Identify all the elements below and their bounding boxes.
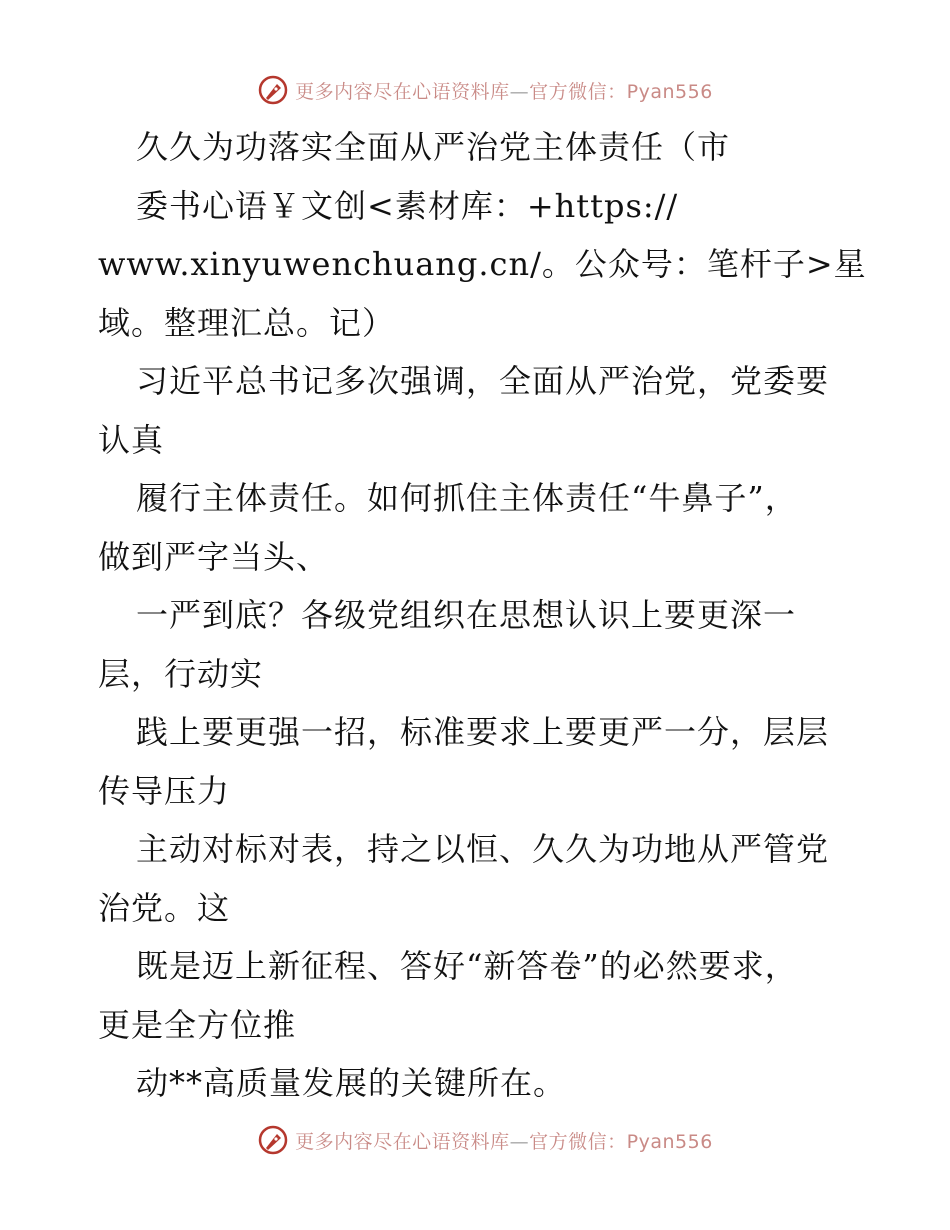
text-line: 习近平总书记多次强调，全面从严治党，党委要 <box>136 362 830 400</box>
pen-nib-circle-icon <box>257 1124 289 1156</box>
text-line: 治党。这 <box>98 888 231 927</box>
text-line: 一严到底？各级党组织在思想认识上要更深一 <box>136 596 797 634</box>
text-line: 层，行动实 <box>98 654 264 693</box>
text-line: 履行主体责任。如何抓住主体责任“牛鼻子”， <box>136 479 798 517</box>
text-line: www.xinyuwenchuang.cn/。公众号：笔杆子>星 <box>98 245 867 283</box>
header-banner <box>0 70 950 110</box>
text-line: 委书心语￥文创<素材库：+https:// <box>136 186 679 225</box>
text-line: 传导压力 <box>98 771 231 810</box>
footer-banner <box>0 1120 950 1160</box>
text-line: 域。整理汇总。记） <box>98 303 396 342</box>
text-line: 更是全方位推 <box>98 1005 297 1044</box>
banner-text: 更多内容尽在心语资料库—官方微信：Pyan556 <box>295 80 713 103</box>
text-line: 既是迈上新征程、答好“新答卷”的必然要求， <box>136 947 798 985</box>
text-line: 践上要更强一招，标准要求上要更严一分，层层 <box>136 713 830 751</box>
text-line: 主动对标对表，持之以恒、久久为功地从严管党 <box>136 830 830 868</box>
text-line: 认真 <box>98 420 165 459</box>
text-line: 动**高质量发展的关键所在。 <box>136 1064 567 1102</box>
text-line: 久久为功落实全面从严治党主体责任（市 <box>136 128 731 166</box>
pen-nib-circle-icon <box>257 74 289 106</box>
document-body <box>98 118 867 1113</box>
banner-text: 更多内容尽在心语资料库—官方微信：Pyan556 <box>295 1130 713 1153</box>
text-line: 做到严字当头、 <box>98 537 330 576</box>
